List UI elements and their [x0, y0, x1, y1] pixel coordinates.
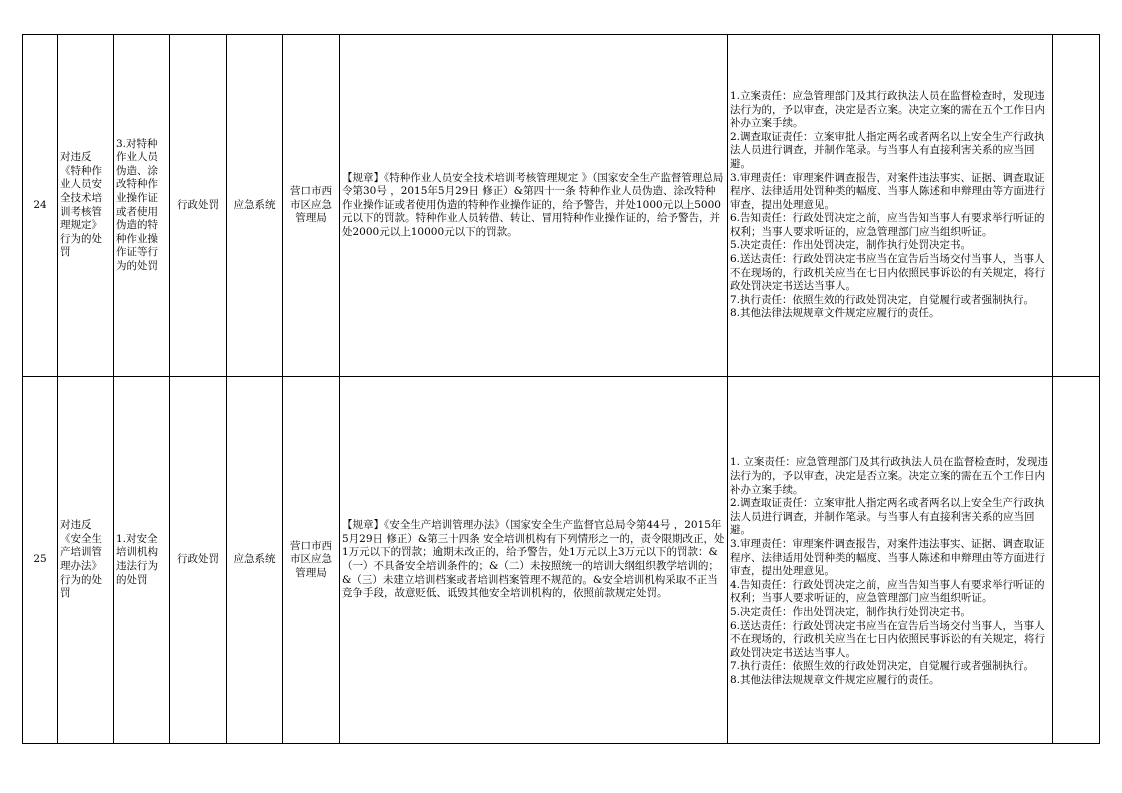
- power-list-table: [22, 34, 1100, 744]
- responsibility-item: 1. 立案责任：应急管理部门及其行政执法人员在监督检查时，发现违法行为的，予以审查，决定是否立案。决定立案的需在五个工作日内补办立案手续。: [730, 456, 1048, 496]
- responsibility-item: 1.立案责任：应急管理部门及其行政执法人员在监督检查时，发现违法行为的，予以审查，决定是否立案。决定立案的需在五个工作日内补办立案手续。: [730, 89, 1045, 130]
- responsibility-item: 5.决定责任：作出处罚决定，制作执行处罚决定书。: [730, 239, 972, 252]
- row-number: 24: [23, 35, 58, 377]
- system-name: 应急系统: [227, 35, 283, 377]
- responsibility-item: 7.执行责任：依照生效的行政处罚决定，自觉履行或者强制执行。: [730, 660, 1035, 673]
- row-number: 25: [23, 377, 58, 744]
- responsibility-item: 7.执行责任：依照生效的行政处罚决定，自觉履行或者强制执行。: [730, 293, 1035, 306]
- table-row: [23, 35, 1100, 377]
- responsibility-list: [728, 35, 1053, 377]
- system-name: 应急系统: [227, 377, 283, 744]
- item-name: 对违反《安全生产培训管理办法》行为的处罚: [58, 377, 114, 744]
- responsibility-item: 3.审理责任：审理案件调查报告，对案件违法事实、证据、调查取证程序、法律适用处罚种类的幅度、当事人陈述和申辩理由等方面进行审查，提出处理意见。: [730, 538, 1045, 578]
- legal-basis: 【规章】《特种作业人员安全技术培训考核管理规定 》（国家安全生产监督管理总局令第30号 ，2015年5月29日 修正）&第四十一条 特种作业人员伪造、涂改特种作业操作证或者使用伪造的特种作业操作证的，给予警告，并处1000元以上5000元以下的罚款。特种作业人员转借、转让、冒用特种作业操作证的，给予警告，并处2000元以上10000元以下的罚款。: [340, 35, 728, 377]
- responsibility-item: 2.调查取证责任：立案审批人指定两名或者两名以上安全生产行政执法人员进行调查，并制作笔录。与当事人有直接利害关系的应当回避。: [730, 130, 1045, 170]
- responsibility-item: 6.送达责任：行政处罚决定书应当在宣告后当场交付当事人，当事人不在现场的，行政机关应当在七日内依照民事诉讼的有关规定，将行政处罚决定书送达当事人。: [730, 619, 1045, 659]
- power-category: 行政处罚: [170, 35, 227, 377]
- responsibility-item: 2.调查取证责任：立案审批人指定两名或者两名以上安全生产行政执法人员进行调查，并制作笔录。与当事人有直接利害关系的应当回避。: [730, 497, 1045, 537]
- responsibility-item: 8.其他法律法规规章文件规定应履行的责任。: [730, 307, 940, 320]
- remark-cell: [1053, 35, 1100, 377]
- sub-item-name: 3.对特种作业人员伪造、涂改特种作业操作证或者使用伪造的特种作业操作证等行为的处罚: [114, 35, 170, 377]
- responsibility-item: 8.其他法律法规规章文件规定应履行的责任。: [730, 673, 940, 686]
- legal-basis: 【规章】《安全生产培训管理办法》（国家安全生产监督官总局令第44号 ，2015年5月29日 修正）&第三十四条 安全培训机构有下列情形之一的，责令限期改正，处1万元以下的罚款；逾期未改正的，给予警告，处1万元以上3万元以下的罚款：&（一）不具备安全培训条件的；&（二）未按照统一的培训大纲组织教学培训的；&（三）未建立培训档案或者培训档案管理不规范的。&安全培训机构采取不正当竞争手段，故意贬低、诋毁其他安全培训机构的，依照前款规定处罚。: [340, 377, 728, 744]
- responsibility-item: 3.审理责任：审理案件调查报告，对案件违法事实、证据、调查取证程序、法律适用处罚种类的幅度、当事人陈述和申辩理由等方面进行审查，提出处理意见。: [730, 171, 1045, 211]
- implementing-department: 营口市西市区应急管理局: [283, 35, 340, 377]
- responsibility-item: 6.送达责任：行政处罚决定书应当在宣告后当场交付当事人，当事人不在现场的，行政机关应当在七日内依照民事诉讼的有关规定，将行政处罚决定书送达当事人。: [730, 253, 1045, 293]
- sub-item-name: 1.对安全培训机构违法行为的处罚: [114, 377, 170, 744]
- responsibility-item: 4.告知责任：行政处罚决定之前，应当告知当事人有要求举行听证的权利；当事人要求听证的，应急管理部门应当组织听证。: [730, 578, 1045, 605]
- implementing-department: 营口市西市区应急管理局: [283, 377, 340, 744]
- responsibility-list: [728, 377, 1053, 744]
- responsibility-item: 6.告知责任：行政处罚决定之前，应当告知当事人有要求举行听证的权利；当事人要求听证的，应急管理部门应当组织听证。: [730, 212, 1045, 238]
- item-name: 对违反《特种作业人员安全技术培训考核管理规定》行为的处罚: [58, 35, 114, 377]
- table-row: [23, 377, 1100, 744]
- remark-cell: [1053, 377, 1100, 744]
- responsibility-item: 5.决定责任：作出处罚决定，制作执行处罚决定书。: [730, 605, 972, 618]
- power-category: 行政处罚: [170, 377, 227, 744]
